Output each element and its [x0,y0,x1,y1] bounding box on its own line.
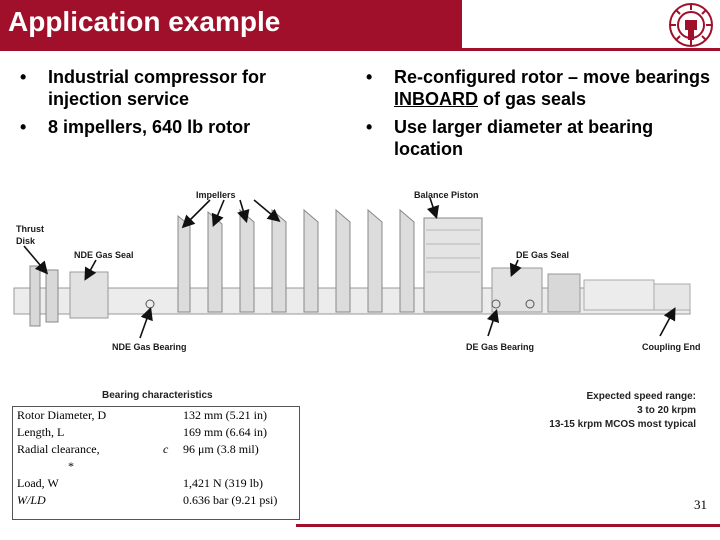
de-gas-seal-label: DE Gas Seal [516,250,570,260]
bullet-glyph: • [20,67,27,87]
value-cell: 132 mm (5.21 in) [183,408,267,422]
symbol-cell [160,492,180,509]
title-rule [0,48,720,51]
table-row [14,441,296,458]
table-row [14,475,296,492]
param-cell: Load, W [17,476,59,490]
coupling-end-label: Coupling End [642,342,701,352]
param-cell: * [68,459,74,473]
bullet-glyph: • [366,117,373,137]
rotor-cross-section-diagram [0,160,720,376]
nde-gas-seal-label: NDE Gas Seal [74,250,134,260]
param-cell: Radial clearance, [17,442,100,456]
bullet-text: Industrial compressor for injection service [48,67,267,109]
left-bullet-list [20,66,340,144]
symbol-cell [160,407,180,424]
nde-gas-bearing-label: NDE Gas Bearing [112,342,187,352]
symbol-cell [160,458,180,475]
thrust-label: Thrust [16,224,44,234]
value-cell: 169 mm (6.64 in) [183,425,267,439]
list-item [366,66,711,110]
right-bullet-list [366,66,711,166]
impellers-label: Impellers [196,190,236,200]
bullet-text: 8 impellers, 640 lb rotor [48,117,251,137]
bullet-glyph: • [20,117,27,137]
symbol-cell: c [163,442,169,456]
value-cell: 96 μm (3.8 mil) [183,442,259,456]
disk-label: Disk [16,236,36,246]
param-cell: Length, L [17,425,65,439]
table-row [14,458,296,475]
param-cell: Rotor Diameter, D [17,408,107,422]
rotor-drawing [0,160,720,376]
param-cell: W/LD [17,493,46,507]
slide-title: Application example [8,6,281,37]
bearing-table-caption: Bearing characteristics [102,390,213,401]
value-cell: 0.636 bar (9.21 psi) [183,493,278,507]
list-item [20,116,340,138]
table-row [14,424,296,441]
symbol-cell [160,475,180,492]
balance-piston-label: Balance Piston [414,190,479,200]
speed-range-note [520,390,696,432]
bullet-text: Re-configured rotor – move bearings INBOARD of gas seals [394,67,711,109]
list-item [20,66,340,110]
de-gas-bearing-label: DE Gas Bearing [466,342,535,352]
underlined-word: INBOARD [394,89,478,109]
list-item [366,116,711,160]
title-bar [0,0,462,48]
turbomachinery-lab-logo-icon [668,2,714,48]
table-row [14,492,296,509]
symbol-cell [160,424,180,441]
page-number: 31 [694,497,707,512]
bottom-rule [296,524,720,527]
speed-line-3: 13-15 krpm MCOS most typical [549,419,696,430]
speed-line-2: 3 to 20 krpm [637,405,696,416]
table-row [14,407,296,424]
speed-line-1: Expected speed range: [586,391,696,402]
value-cell [180,458,296,475]
bullet-text: Use larger diameter at bearing location [394,117,654,159]
bearing-characteristics-table [14,407,296,509]
value-cell: 1,421 N (319 lb) [183,476,263,490]
bullet-glyph: • [366,67,373,87]
